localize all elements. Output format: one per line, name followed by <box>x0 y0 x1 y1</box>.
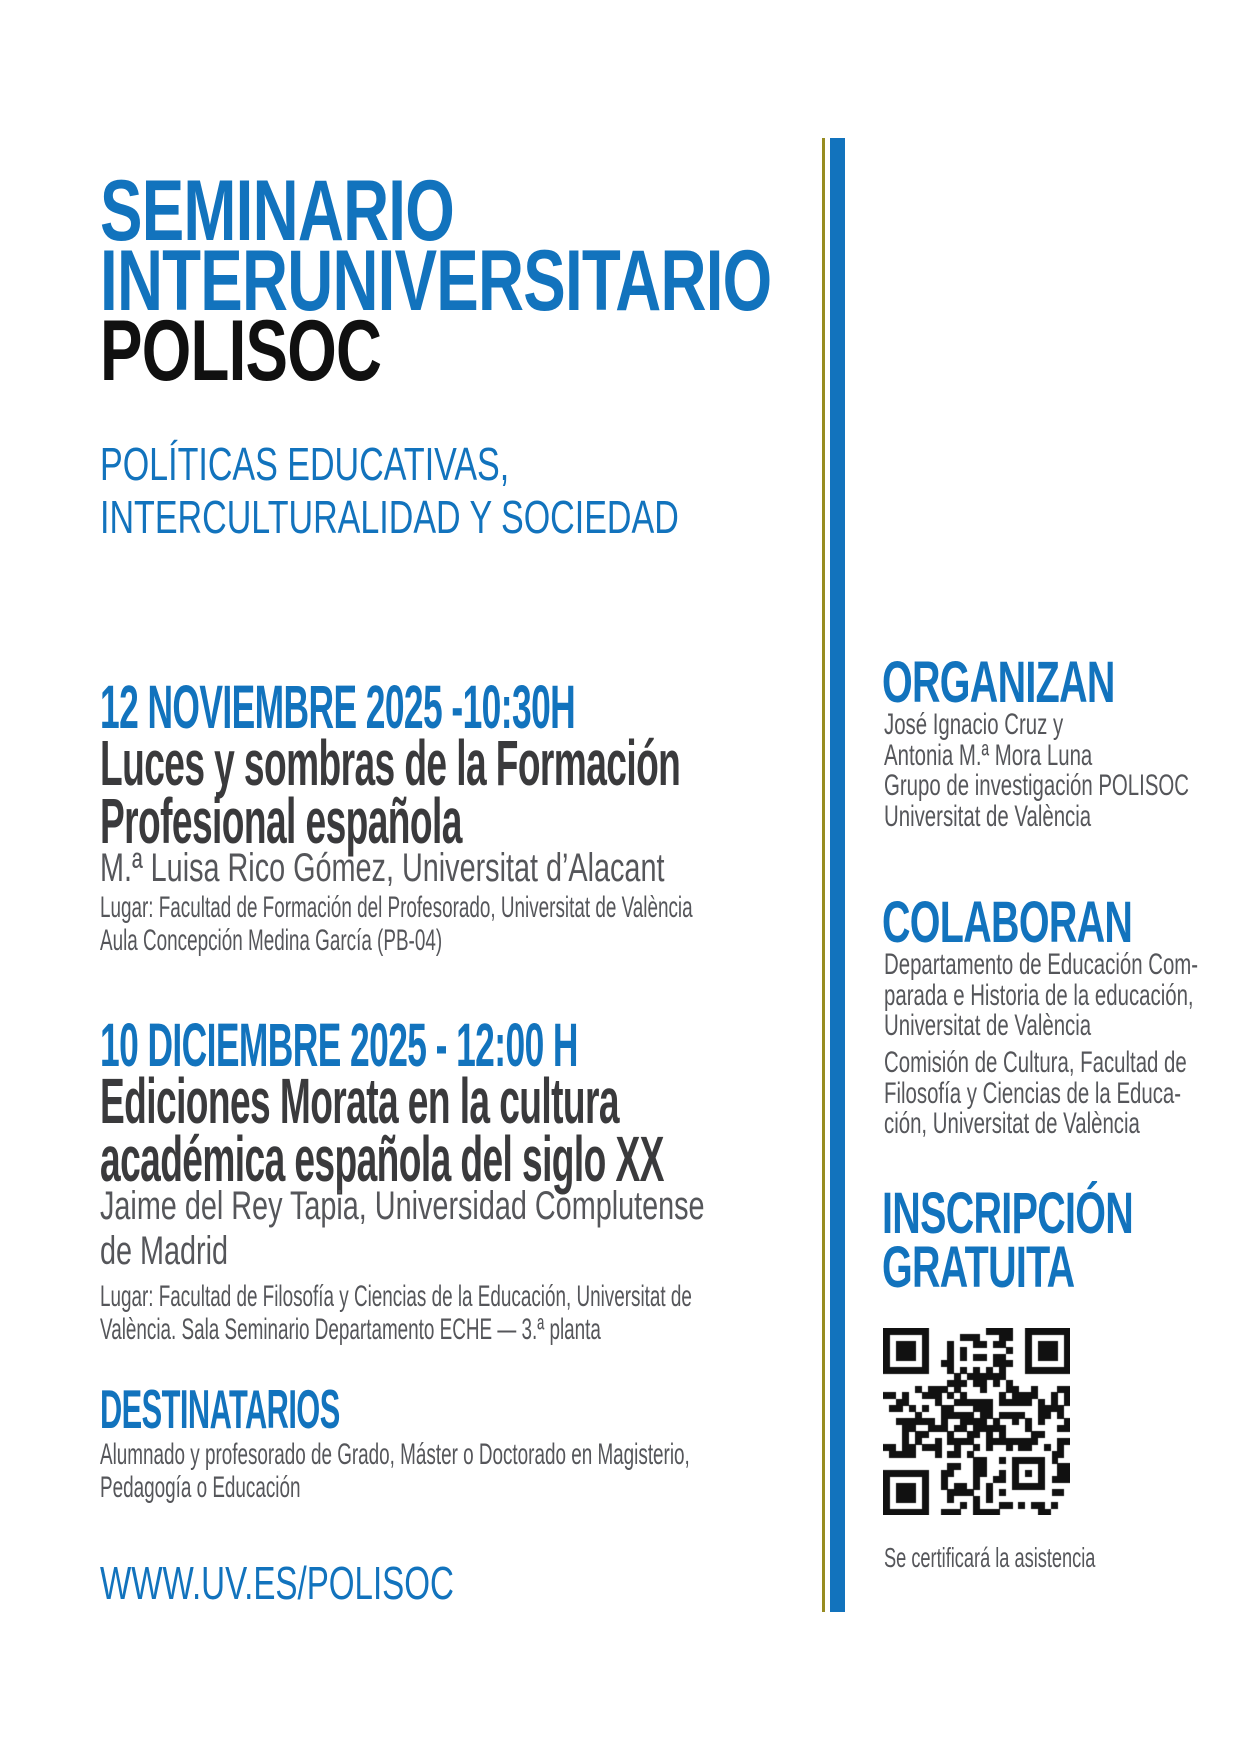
destinatarios-line-1: Alumnado y profesorado de Grado, Máster o Doctorado en Magisterio, <box>100 1438 690 1471</box>
colaboran-p1-line-1: Departamento de Educación Com- <box>884 948 1199 981</box>
event-2-venue-line-1: Lugar: Facultad de Filosofía y Ciencias de la Educación, Universitat de <box>100 1280 692 1313</box>
divider-accent-line <box>822 138 825 1612</box>
poster-subtitle <box>100 438 882 544</box>
qr-code-icon <box>883 1328 1070 1515</box>
event-2-date: 10 DICIEMBRE 2025 - 12:00 H <box>100 1011 578 1079</box>
website-link[interactable]: WWW.UV.ES/POLISOC <box>100 1557 454 1609</box>
event-1-title-line-1: Luces y sombras de la Formación <box>100 727 681 799</box>
colaboran-p1-line-2: parada e Historia de la educación, <box>884 978 1194 1012</box>
certification-note: Se certificará la asistencia <box>884 1542 1096 1573</box>
inscripcion-heading-line-2: GRATUITA <box>882 1235 1075 1300</box>
event-2-speaker-line-1: Jaime del Rey Tapia, Universidad Complutense <box>100 1184 705 1228</box>
destinatarios-line-2: Pedagogía o Educación <box>100 1471 301 1504</box>
event-1-venue-line-2: Aula Concepción Medina García (PB-04) <box>100 924 443 957</box>
colaboran-p2-line-2: Filosofía y Ciencias de la Educa- <box>884 1076 1182 1110</box>
colaboran-p2-line-3: ción, Universitat de València <box>884 1107 1140 1140</box>
colaboran-paragraph-2 <box>884 1048 1241 1140</box>
subtitle-line-1: POLÍTICAS EDUCATIVAS, <box>100 438 510 490</box>
divider-blue-bar <box>830 138 845 1612</box>
event-1-speaker <box>100 846 884 891</box>
destinatarios-heading: DESTINATARIOS <box>100 1378 340 1440</box>
event-2-speaker <box>100 1184 940 1274</box>
colaboran-heading: COLABORAN <box>882 890 1133 955</box>
event-1-venue-line-1: Lugar: Facultad de Formación del Profesorado, Universitat de València <box>100 891 693 924</box>
event-1-date: 12 NOVIEMBRE 2025 -10:30H <box>100 673 576 741</box>
event-1-title-line-2: Profesional española <box>100 785 462 857</box>
colaboran-p2-line-1: Comisión de Cultura, Facultad de <box>884 1046 1187 1079</box>
organizan-body <box>884 710 1241 832</box>
subtitle-line-2: INTERCULTURALIDAD Y SOCIEDAD <box>100 491 679 543</box>
organizan-line-3: Grupo de investigación POLISOC <box>884 769 1190 802</box>
event-2-title-line-1: Ediciones Morata en la cultura <box>100 1065 619 1137</box>
title-line-seminario: SEMINARIO <box>100 163 454 259</box>
event-1-speaker-line-1: M.ª Luisa Rico Gómez, Universitat d’Alacant <box>100 846 665 890</box>
organizan-line-2: Antonia M.ª Mora Luna <box>884 738 1093 772</box>
inscripcion-heading <box>882 1181 1241 1300</box>
event-2-venue-line-2: València. Sala Seminario Departamento ECHE — 3.ª planta <box>100 1313 601 1346</box>
seminar-title <box>100 163 1007 399</box>
inscripcion-heading-line-1: INSCRIPCIÓN <box>882 1181 1134 1246</box>
organizan-heading: ORGANIZAN <box>882 650 1115 715</box>
organizan-line-4: Universitat de València <box>884 799 1092 833</box>
colaboran-paragraph-1 <box>884 950 1241 1042</box>
event-2-speaker-line-2: de Madrid <box>100 1229 229 1273</box>
colaboran-p1-line-3: Universitat de València <box>884 1009 1092 1042</box>
title-line-polisoc: POLISOC <box>100 303 382 399</box>
title-line-interuniversitario: INTERUNIVERSITARIO <box>100 233 772 329</box>
organizan-line-1: José Ignacio Cruz y <box>884 708 1064 741</box>
event-2-title-line-2: académica española del siglo XX <box>100 1123 664 1195</box>
